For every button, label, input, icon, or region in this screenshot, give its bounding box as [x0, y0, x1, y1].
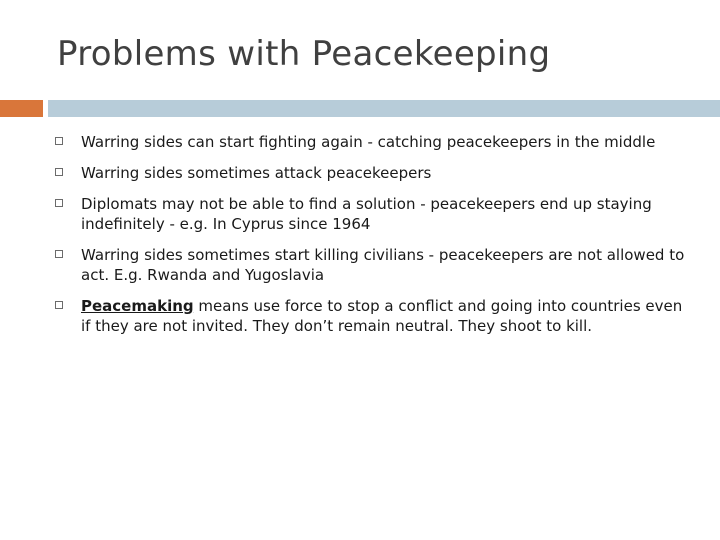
- bullet-text: Diplomats may not be able to find a solution - peacekeepers end up staying indefinitely - e.g. In Cyprus since 1964: [81, 195, 652, 233]
- bullet-item: [52, 132, 692, 152]
- bullet-text: Warring sides sometimes attack peacekeepers: [81, 164, 432, 182]
- bullet-item: [52, 296, 692, 336]
- bullet-item: [52, 194, 692, 234]
- bullet-item: [52, 245, 692, 285]
- accent-bar-orange: [0, 100, 43, 117]
- bullet-list: [52, 132, 692, 347]
- slide-title: Problems with Peacekeeping: [57, 34, 551, 74]
- bullet-item: [52, 163, 692, 183]
- hollow-square-bullet-icon: [55, 199, 63, 207]
- accent-bar-blue: [48, 100, 720, 117]
- bullet-text: Warring sides sometimes start killing civilians - peacekeepers are not allowed to act. E.g. Rwanda and Yugoslavia: [81, 246, 685, 284]
- bullet-term-peacemaking: Peacemaking: [81, 297, 194, 315]
- hollow-square-bullet-icon: [55, 168, 63, 176]
- bullet-text: Warring sides can start fighting again - catching peacekeepers in the middle: [81, 133, 656, 151]
- bullet-text: means use force to stop a conflict and going into countries even if they are not invited. They don’t remain neutral. They shoot to kill.: [81, 297, 683, 335]
- hollow-square-bullet-icon: [55, 301, 63, 309]
- hollow-square-bullet-icon: [55, 250, 63, 258]
- hollow-square-bullet-icon: [55, 137, 63, 145]
